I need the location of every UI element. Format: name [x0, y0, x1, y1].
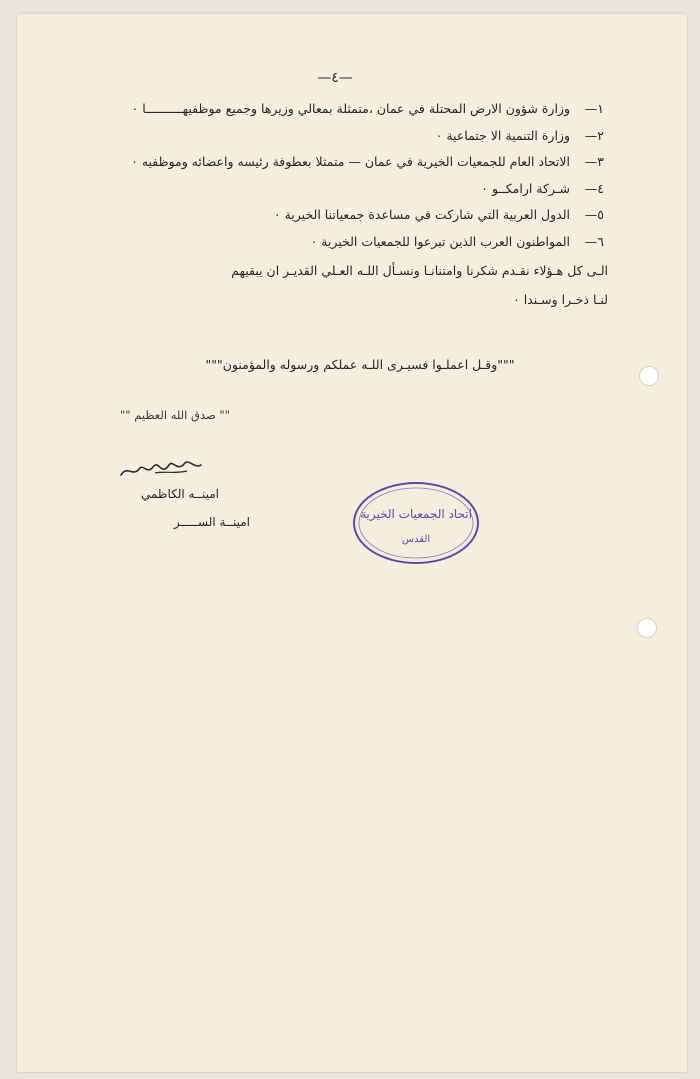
item-text: الدول العربية التي شاركت في مساعدة جمعياتنا الخيرية ٠: [273, 207, 570, 222]
list-item: [84, 176, 604, 203]
page-number: —٤—: [317, 70, 353, 86]
list-item: [84, 149, 604, 176]
list-item: [84, 123, 604, 150]
list-item: [84, 96, 604, 123]
item-number: ٤—: [584, 180, 604, 196]
item-number: ٢—: [584, 127, 604, 143]
closing-line-2: لنـا ذخـرا وسـندا ٠: [513, 292, 608, 307]
item-text: الاتحاد العام للجمعيات الخيرية في عمان — متمثلا بعطوفة رئيسه واعضائه وموظفيه ٠: [131, 154, 570, 169]
punch-hole-bottom: [637, 618, 657, 638]
sadaqa-line: "" صدق الله العظيم "": [120, 408, 230, 422]
recipients-list: [84, 96, 604, 255]
organization-stamp: [351, 480, 481, 566]
item-number: ٣—: [584, 154, 604, 169]
stamp-text-line-2: القدس: [401, 534, 431, 545]
quranic-quote: """وقـل اعملـوا فسيـرى اللـه عملكم ورسوله والمؤمنون""": [205, 357, 515, 372]
signatory-title: امينــة الســـــر: [173, 515, 250, 529]
item-text: شـركة ارامكــو ٠: [481, 180, 570, 196]
list-item: [84, 229, 604, 256]
item-number: ١—: [584, 101, 604, 116]
signatory-name: امينــه الكاظمي: [140, 487, 220, 501]
list-item: [84, 202, 604, 229]
item-number: ٦—: [584, 233, 604, 249]
punch-hole-top: [639, 366, 659, 386]
item-text: وزارة شؤون الارض المحتلة في عمان ،متمثلة بمعالي وزيرها وجميع موظفيهــــــــــا ٠: [131, 101, 570, 116]
item-text: وزارة التنمية الا جتماعية ٠: [435, 127, 570, 143]
item-number: ٥—: [584, 207, 604, 222]
item-text: المواطنون العرب الذين تبرعوا للجمعيات الخيرية ٠: [310, 233, 570, 249]
stamp-text-line-1: اتحاد الجمعيات الخيرية: [360, 507, 472, 521]
closing-paragraph: [68, 256, 608, 314]
handwritten-signature: [115, 455, 205, 483]
closing-line-1: الـى كل هـؤلاء نقـدم شكرنا وامتنانـا ونسـأل اللـه العـلي القديـر ان يبقيهم: [231, 263, 608, 278]
